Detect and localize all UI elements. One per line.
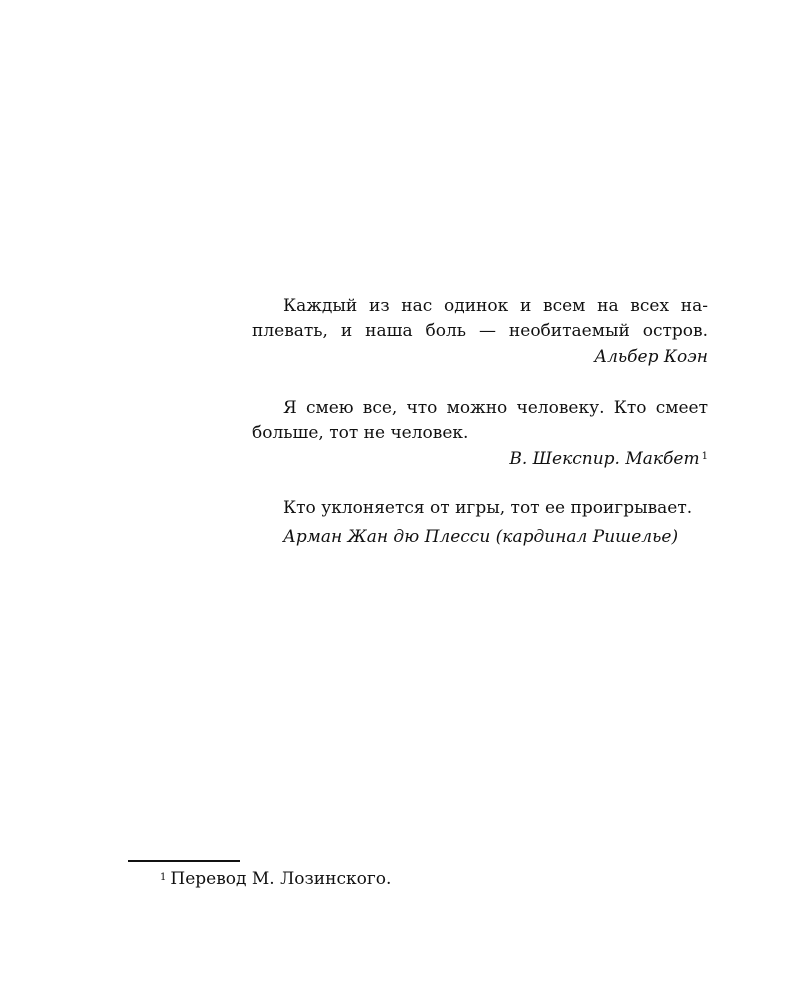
epigraph-line: больше, тот не человек. — [252, 423, 469, 443]
footnote-separator — [128, 860, 240, 862]
footnote-reference[interactable]: 1 — [701, 451, 708, 462]
epigraph-line: плевать, и наша боль — необитаемый остров. — [252, 321, 708, 341]
footnote-text: Перевод М. Лозинского. — [170, 869, 392, 889]
epigraph-line: Каждый из нас одинок и всем на всех на- — [283, 296, 708, 316]
epigraph-attribution: Арман Жан дю Плесси (кардинал Ришелье) — [283, 527, 679, 547]
epigraph-line: Я смею все, что можно человеку. Кто смеет — [283, 398, 708, 418]
epigraph-attribution-line — [252, 447, 708, 471]
footnote-marker: 1 — [160, 872, 167, 883]
footnote — [160, 867, 391, 891]
epigraph-attribution: В. Шекспир. Макбет — [509, 449, 700, 469]
epigraph-line: Кто уклоняется от игры, тот ее проигрывает. — [283, 498, 693, 518]
epigraph-attribution: Альбер Коэн — [594, 347, 708, 367]
